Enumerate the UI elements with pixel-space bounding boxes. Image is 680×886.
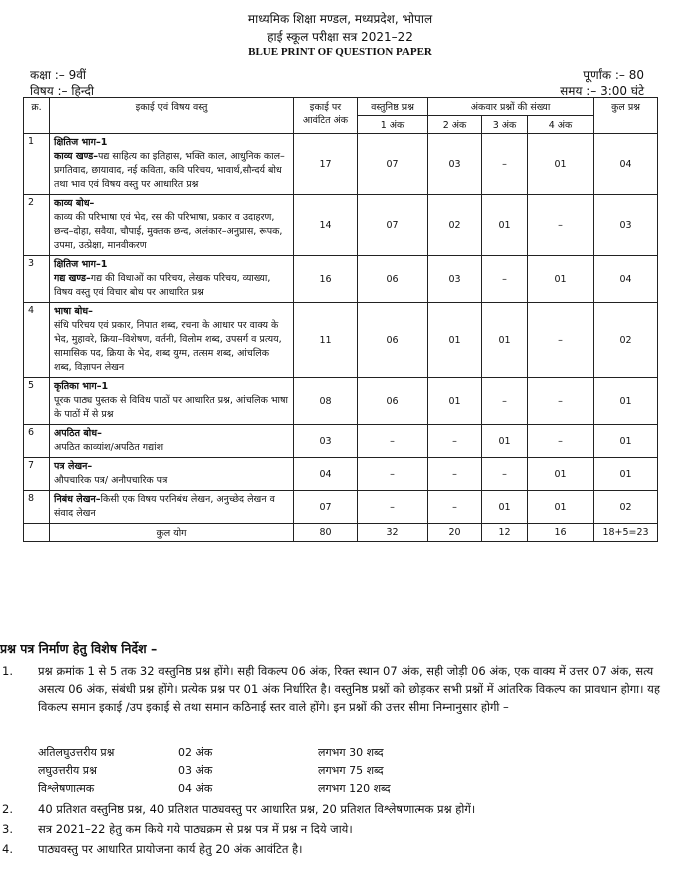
row-alloc: 14 [294,195,358,256]
row-m2: 03 [428,134,482,195]
table-footer-row [24,524,658,542]
row-total: 02 [594,303,658,378]
instructions-heading: प्रश्न पत्र निर्माण हेतु विशेष निर्देश – [0,641,158,656]
row-obj: 07 [358,195,428,256]
row-obj: – [358,491,428,524]
row-obj: – [358,458,428,491]
header-total: कुल प्रश्न [594,98,658,134]
word-limit-words: लगभग 120 शब्द [318,782,391,795]
row-m4: 01 [528,256,594,303]
row-total: 01 [594,425,658,458]
note-number: 2. [2,802,13,816]
row-m4: – [528,378,594,425]
unit-description: काव्य की परिभाषा एवं भेद, रस की परिभाषा, प्रकार व उदाहरण, छन्द–दोहा, सवैया, चौपाई, मुक्तक छन्द, अलंकार–अनुप्रास, रूपक, उपमा, उत्प्रेक्षा, मानवीकरण [54,212,283,251]
row-m3: 01 [482,195,528,256]
header-objective: वस्तुनिष्ठ प्रश्न [358,98,428,116]
table-row [24,491,658,524]
row-m3: – [482,256,528,303]
word-limit-type: विश्लेषणात्मक [38,782,95,795]
note-2: 40 प्रतिशत वस्तुनिष्ठ प्रश्न, 40 प्रतिशत पाठ्यवस्तु पर आधारित प्रश्न, 20 प्रतिशत विश्लेषणात्मक प्रश्न होगें। [38,802,476,816]
row-sno: 6 [24,425,50,458]
row-m2: – [428,458,482,491]
row-m2: 01 [428,378,482,425]
note-number: 4. [2,842,13,856]
row-obj: – [358,425,428,458]
row-sno: 5 [24,378,50,425]
row-m4: 01 [528,134,594,195]
footer-alloc: 80 [294,524,358,542]
header-m2: 2 अंक [428,116,482,134]
row-alloc: 17 [294,134,358,195]
row-m3: – [482,458,528,491]
row-sno: 4 [24,303,50,378]
row-total: 01 [594,458,658,491]
row-m3: – [482,134,528,195]
row-m4: 01 [528,458,594,491]
word-limit-marks: 03 अंक [178,764,213,777]
row-m2: 02 [428,195,482,256]
table-row [24,195,658,256]
time-label: समय :– 3:00 घंटे [560,84,644,98]
footer-m4: 16 [528,524,594,542]
table-body [24,134,658,542]
row-m3: 01 [482,491,528,524]
unit-description: औपचारिक पत्र/ अनौपचारिक पत्र [54,475,168,486]
note-1: प्रश्न क्रमांक 1 से 5 तक 32 वस्तुनिष्ठ प्रश्न होंगे। सही विकल्प 06 अंक, रिक्त स्थान 07 अंक, सही जोड़ी 06 अंक, एक वाक्य में उत्तर 07 अंक, सत्य असत्य 06 अंक, संबंधी प्रश्न होंगे। प्रत्येक प्रश्न पर 01 अंक निर्धारित है। वस्तुनिष्ठ प्रश्नों को छोड़कर सभी प्रश्नों में आंतरिक विकल्प का प्रावधान होगा। यह विकल्प समान इकाई /उप इकाई से तथा समान कठिनाई स्तर वाले होंगे। इन प्रश्नों की उत्तर सीमा निम्नानुसार होगी – [38,664,660,714]
row-m3: 01 [482,425,528,458]
row-m2: 03 [428,256,482,303]
row-alloc: 11 [294,303,358,378]
row-unit [50,303,294,378]
row-unit [50,378,294,425]
unit-description: किसी एक विषय परनिबंध लेखन, अनुच्छेद लेखन व संवाद लेखन [54,494,275,519]
footer-m3: 12 [482,524,528,542]
row-m3: 01 [482,303,528,378]
note-number: 3. [2,822,13,836]
unit-title: कृतिका भाग–1 [54,381,109,392]
unit-title: पत्र लेखन– [54,461,93,472]
row-alloc: 04 [294,458,358,491]
blueprint-table [23,97,658,542]
row-sno: 1 [24,134,50,195]
document-title: BLUE PRINT OF QUESTION PAPER [248,46,432,58]
unit-description: संधि परिचय एवं प्रकार, निपात शब्द, रचना के आधार पर वाक्य के भेद, मुहावरे, क्रिया–विशेषण, वर्तनी, विलोम शब्द, उपसर्ग व प्रत्यय, सामासिक पद, क्रिया के भेद, शब्द युग्म, तत्सम शब्द, आंचलिक शब्द, विज्ञापन लेखन [54,320,282,373]
unit-title: काव्य बोध– [54,198,95,209]
unit-title: भाषा बोध– [54,306,93,317]
row-sno: 3 [24,256,50,303]
word-limit-words: लगभग 30 शब्द [318,746,384,759]
row-alloc: 08 [294,378,358,425]
row-m4: – [528,195,594,256]
header-count-group: अंकवार प्रश्नों की संख्या [428,98,594,116]
table-row [24,303,658,378]
table-row [24,134,658,195]
footer-total: 18+5=23 [594,524,658,542]
table-row [24,256,658,303]
unit-description: गद्य की विधाओं का परिचय, लेखक परिचय, व्याख्या, विषय वस्तु एवं विचार बोध पर आधारित प्रश्न [54,273,271,298]
table-row [24,458,658,491]
row-total: 01 [594,378,658,425]
header-alloc: इकाई पर आवंटित अंक [294,98,358,134]
row-m2: – [428,491,482,524]
note-number: 1. [2,664,13,678]
row-m2: 01 [428,303,482,378]
row-unit [50,195,294,256]
row-unit [50,458,294,491]
row-total: 04 [594,256,658,303]
table-row [24,425,658,458]
row-sno: 8 [24,491,50,524]
row-unit [50,134,294,195]
word-limit-type: अतिलघुउत्तरीय प्रश्न [38,746,115,759]
row-sno: 7 [24,458,50,491]
board-name: माध्यमिक शिक्षा मण्डल, मध्यप्रदेश, भोपाल [247,12,433,26]
row-m2: – [428,425,482,458]
row-m4: – [528,303,594,378]
row-unit [50,425,294,458]
footer-obj: 32 [358,524,428,542]
unit-subtitle: गद्य खण्ड– [54,273,91,284]
unit-title: अपठित बोध– [54,428,102,439]
unit-title: निबंध लेखन– [54,494,101,505]
row-m4: 01 [528,491,594,524]
row-m4: – [528,425,594,458]
footer-m2: 20 [428,524,482,542]
row-sno: 2 [24,195,50,256]
table-row [24,378,658,425]
class-label: कक्षा :– 9वीं [30,68,87,82]
exam-session: हाई स्कूल परीक्षा सत्र 2021–22 [267,30,413,44]
row-total: 02 [594,491,658,524]
word-limit-type: लघुउत्तरीय प्रश्न [38,764,97,777]
total-marks-label: पूर्णांक :– 80 [583,68,644,82]
row-m3: – [482,378,528,425]
word-limit-words: लगभग 75 शब्द [318,764,384,777]
unit-description: अपठित काव्यांश/अपठित गद्यांश [54,442,164,453]
row-unit [50,256,294,303]
word-limit-marks: 02 अंक [178,746,213,759]
header-unit: इकाई एवं विषय वस्तु [50,98,294,134]
unit-description: पूरक पाठ्य पुस्तक से विविध पाठों पर आधारित प्रश्न, आंचलिक भाषा के पाठों में से प्रश्न [54,395,288,420]
word-limit-marks: 04 अंक [178,782,213,795]
row-obj: 06 [358,303,428,378]
row-alloc: 16 [294,256,358,303]
row-alloc: 03 [294,425,358,458]
unit-title: क्षितिज भाग–1 [54,137,108,148]
row-total: 04 [594,134,658,195]
table-header-row [24,98,658,116]
note-3: सत्र 2021–22 हेतु कम किये गये पाठ्यक्रम से प्रश्न पत्र में प्रश्न न दिये जाये। [38,822,353,836]
header-m3: 3 अंक [482,116,528,134]
row-obj: 06 [358,378,428,425]
header-m1: 1 अंक [358,116,428,134]
header-m4: 4 अंक [528,116,594,134]
subject-label: विषय :– हिन्दी [30,84,95,98]
note-4: पाठ्यवस्तु पर आधारित प्रायोजना कार्य हेतु 20 अंक आवंटित है। [38,842,303,856]
row-obj: 06 [358,256,428,303]
row-obj: 07 [358,134,428,195]
row-total: 03 [594,195,658,256]
unit-subtitle: काव्य खण्ड– [54,151,98,162]
row-unit [50,491,294,524]
row-alloc: 07 [294,491,358,524]
header-sno: क्र. [24,98,50,134]
unit-description: पद्य साहित्य का इतिहास, भक्ति काल, आधुनिक काल–प्रगतिवाद, छायावाद, नई कविता, कवि परिचय, भावार्थ,सौन्दर्य बोध तथा भाव एवं विषय वस्तु पर आधारित प्रश्न [54,151,285,190]
footer-label: कुल योग [50,524,294,542]
unit-title: क्षितिज भाग–1 [54,259,108,270]
